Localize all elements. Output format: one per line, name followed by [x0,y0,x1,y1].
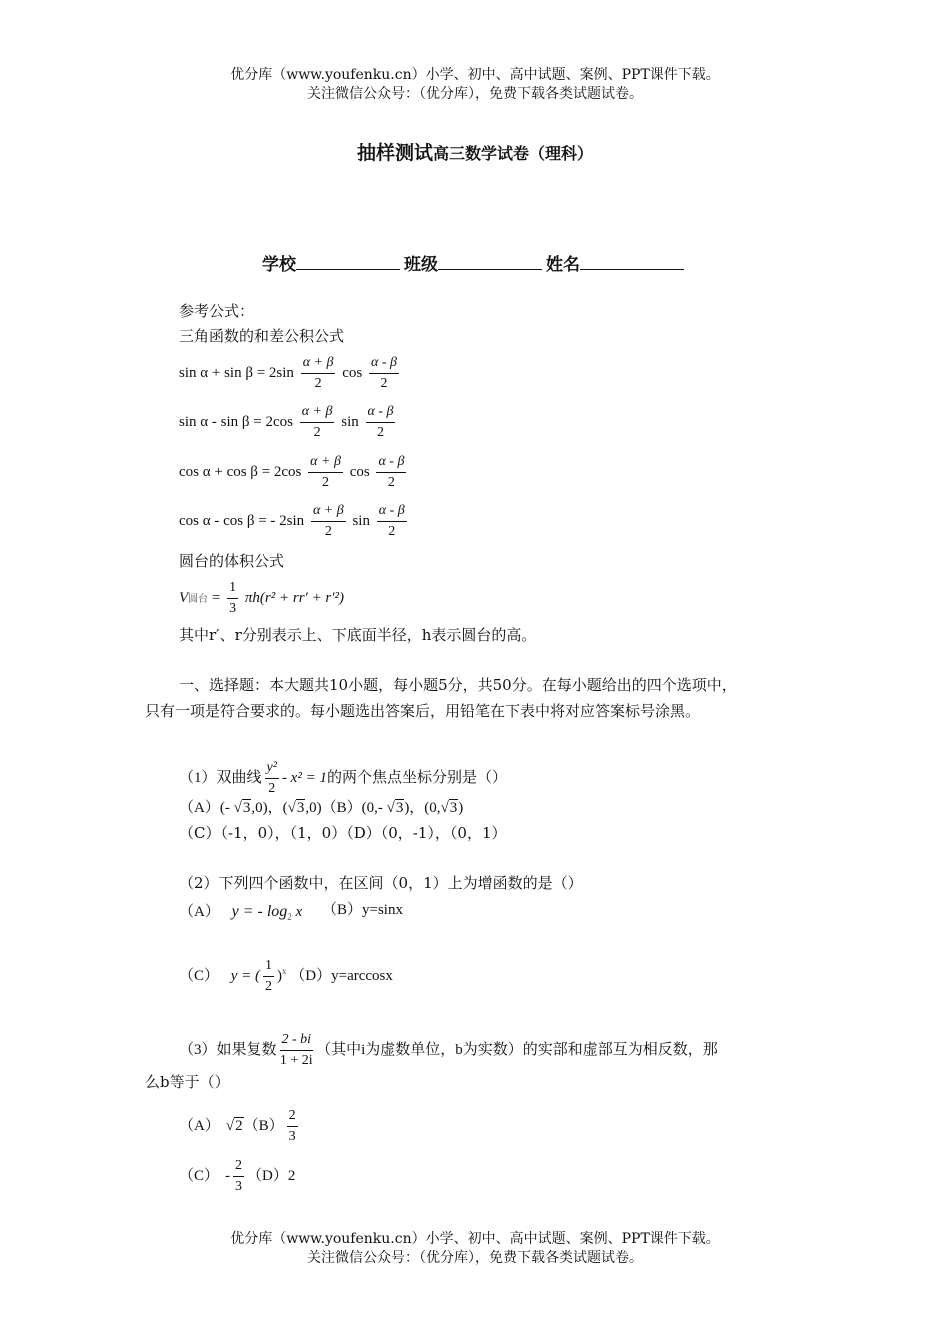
option-a-label: （A） [179,904,220,920]
radicand: 3 [296,800,305,816]
frustum-body: πh(r² + rr′ + r′²) [244,589,345,606]
formula-lhs: sin α + sin β = 2sin [179,364,294,381]
frac-den: 2 [268,781,276,796]
formula-sum-cos [179,454,409,491]
option-c-post: ) [277,967,283,984]
formula-diff-cos [179,503,410,540]
option-a-label: （A） [179,1117,220,1134]
trig-heading: 三角函数的和差公积公式 [179,327,345,345]
option-text: ) [458,800,464,816]
q1-stem-mid: - x² = 1 [281,769,327,786]
formula-heading: 参考公式： [179,302,255,320]
student-info [0,250,950,275]
formula-lhs: cos α + cos β = 2cos [179,463,302,480]
option-d: （D）y=arccosx [290,967,393,984]
fraction [301,355,336,392]
option-c-label: （C） [179,967,220,984]
frac-num: α - β [369,355,399,374]
frac-den: 2 [313,425,321,440]
formula-note: 其中r′、r分别表示上、下底面半径，h表示圆台的高。 [179,626,537,644]
frac-num: α - β [366,404,396,423]
name-blank [580,253,684,270]
frac-num: 2 [233,1158,244,1177]
option-b-label: （B） [243,1117,284,1134]
option-text: ,0)，( [251,800,288,816]
q3-options-cd [179,1158,295,1195]
frac-num: 2 - bi [280,1032,314,1051]
section1-line-2: 只有一项是符合要求的。每小题选出答案后，用铅笔在下表中将对应答案标号涂黑。 [145,702,701,720]
formula-diff-sin [179,404,398,441]
class-label: 班级 [404,255,438,275]
frac-num: y² [265,760,279,779]
q1-options-ab: （A）(- √3,0)，(√3,0)（B）(0,- √3)，(0,√3) [179,800,464,816]
option-text: )，(0, [404,800,441,816]
option-b-label: （B） [321,800,362,816]
trig-fn: cos [342,364,363,381]
option-a-label: （A） [179,800,220,816]
frac-den: 3 [229,601,237,616]
fraction [265,760,279,797]
page-title [0,138,950,165]
frac-den: 2 [324,524,332,539]
q1-options-cd: （C）（-1，0），（1，0）（D）（0，-1），（0，1） [179,824,507,842]
q3-stem [179,1032,718,1069]
fraction [308,454,343,491]
frac-num: α + β [301,355,336,374]
option-text: ,0) [305,800,322,816]
frac-den: 3 [235,1179,243,1194]
frac-num: α + β [308,454,343,473]
frac-den: 2 [265,979,273,994]
trig-fn: sin [341,413,359,430]
title-main: 抽样测试 [356,142,433,164]
fraction [280,1032,314,1069]
radicand: 3 [395,800,404,816]
q1-stem [179,760,507,797]
q3-options-ab: （A） √2（B） $\frac{2}{3}$ [179,1108,296,1144]
equals: = [211,589,221,606]
formula-sum-sin [179,355,402,392]
frustum-heading: 圆台的体积公式 [179,552,285,570]
radicand: 2 [235,1117,243,1134]
frac-den: 2 [314,376,322,391]
minus-sign: - [225,1167,231,1184]
frustum-sub: 圆台 [188,593,209,605]
fraction [377,503,407,540]
radicand: 3 [242,800,251,816]
frac-den: 1 + 2i [279,1053,313,1068]
option-b: （B）y=sinx [322,902,403,918]
q3-stem-pre: （3）如果复数 [179,1041,277,1058]
frac-num: α - β [376,454,406,473]
option-c-label: （C） [179,1167,220,1184]
school-blank [296,253,400,270]
fraction [369,355,399,392]
fraction [311,503,346,540]
trig-fn: cos [349,463,370,480]
frac-den: 2 [322,475,330,490]
option-d: （D）2 [247,1167,296,1184]
frac-den: 2 [376,425,384,440]
name-label: 姓名 [546,255,580,275]
fraction [300,404,335,441]
frac-num: 1 [227,580,238,599]
header-line-1: 优分库（www.youfenku.cn）小学、初中、高中试题、案例、PPT课件下载。 [230,67,720,83]
frac-den: 2 [388,524,396,539]
trig-fn: sin [352,512,370,529]
frac-num: 1 [263,958,274,977]
option-text: (0,- [361,800,387,816]
formula-lhs: cos α - cos β = - 2sin [179,512,305,529]
footer-line-2: 关注微信公众号：（优分库），免费下载各类试题试卷。 [307,1250,643,1266]
q2-stem: （2）下列四个函数中，在区间（0，1）上为增函数的是（） [179,874,583,892]
fraction [233,1158,244,1195]
frac-num: 2 [287,1108,298,1127]
q3-stem-post: （其中i为虚数单位，b为实数）的实部和虚部互为相反数，那 [316,1041,718,1058]
frac-num: α + β [311,503,346,522]
q2-options-cd [179,958,393,995]
q2-options-ab [179,902,403,927]
title-sub: 高三数学试卷（理科） [433,144,594,163]
exponent: x [282,965,287,976]
frac-den: 2 [380,376,388,391]
option-c-pre: y = ( [230,967,261,984]
option-a-math: y = - log [231,903,288,920]
radicand: 3 [449,800,458,816]
frac-den: 3 [288,1129,296,1144]
frac-den: 2 [387,475,395,490]
option-a-var: x [295,904,303,920]
q1-stem-pre: （1）双曲线 [179,769,262,786]
fraction [376,454,406,491]
formula-lhs: sin α - sin β = 2cos [179,413,293,430]
frustum-v: V [179,589,189,606]
section1-line-1: 一、选择题：本大题共10小题，每小题5分，共50分。在每小题给出的四个选项中， [179,676,737,694]
fraction [227,580,238,617]
footer-line-1: 优分库（www.youfenku.cn）小学、初中、高中试题、案例、PPT课件下载。 [230,1231,720,1247]
header-line-2: 关注微信公众号：（优分库），免费下载各类试题试卷。 [307,86,643,102]
school-label: 学校 [262,255,296,275]
fraction [366,404,396,441]
fraction [263,958,274,995]
q1-stem-post: 的两个焦点坐标分别是（） [326,769,507,786]
frac-num: α - β [377,503,407,522]
q3-stem-line-2: 么b等于（） [145,1073,230,1091]
formula-frustum [179,580,344,617]
frac-num: α + β [300,404,335,423]
option-text: (- [219,800,234,816]
fraction [287,1108,298,1145]
log-base: 2 [287,912,292,922]
class-blank [438,253,542,270]
